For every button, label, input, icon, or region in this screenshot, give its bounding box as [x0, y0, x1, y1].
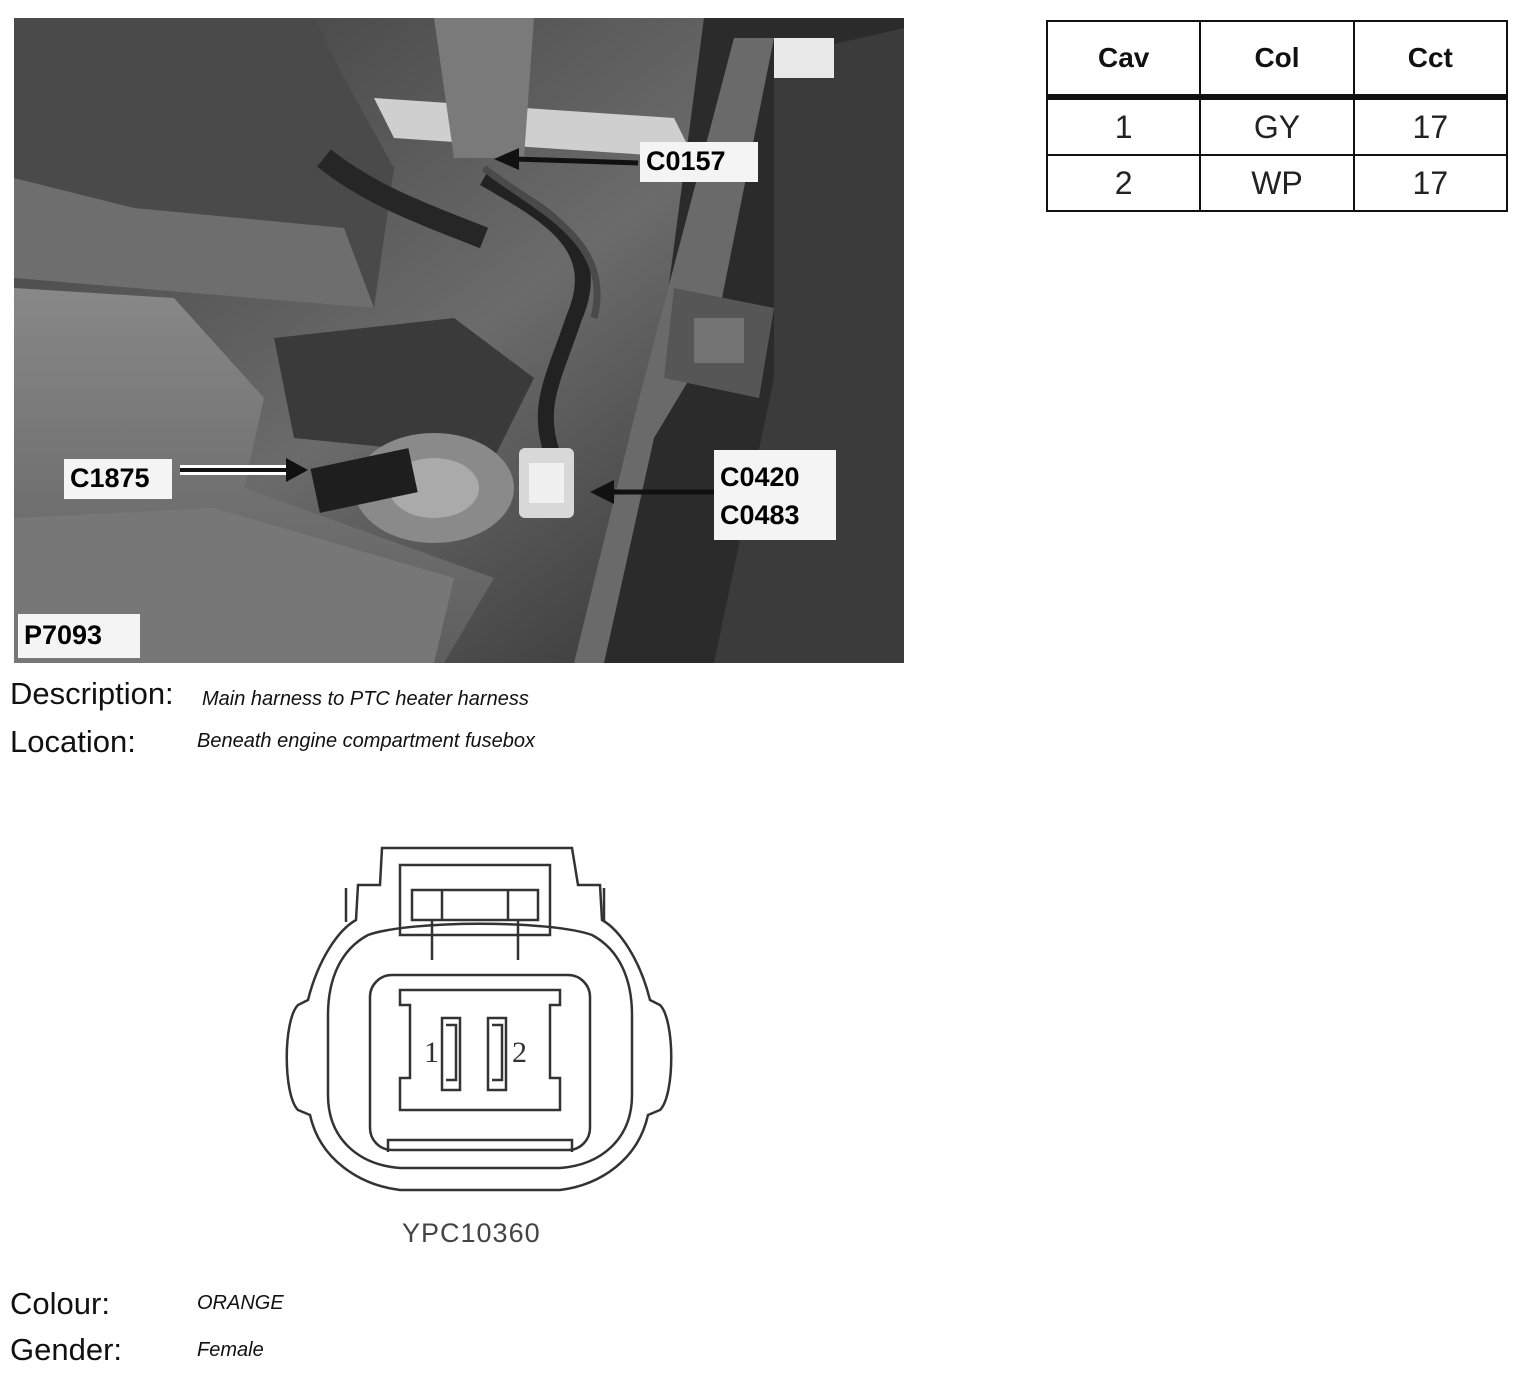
photo-reference-label: P7093 — [24, 620, 103, 650]
colour-label: Colour: — [10, 1286, 110, 1321]
header-cct: Cct — [1354, 21, 1507, 97]
cell-cav: 2 — [1047, 155, 1200, 211]
location-label: Location: — [10, 724, 136, 759]
colour-value: ORANGE — [197, 1292, 284, 1314]
cell-cct: 17 — [1354, 97, 1507, 155]
table-row — [1047, 97, 1507, 155]
description-value: Main harness to PTC heater harness — [202, 688, 529, 710]
callout-c0483-label: C0483 — [720, 500, 800, 530]
connector-part-code: YPC10360 — [402, 1218, 541, 1248]
callout-c0157-label: C0157 — [646, 146, 726, 176]
cell-col: WP — [1200, 155, 1353, 211]
pin-2-label: 2 — [512, 1036, 527, 1069]
gender-value: Female — [197, 1339, 264, 1361]
connector-location-photo — [14, 18, 904, 663]
callout-c0157 — [640, 142, 758, 182]
location-value: Beneath engine compartment fusebox — [197, 730, 535, 752]
callout-c0420-label: C0420 — [720, 462, 800, 492]
cell-cct: 17 — [1354, 155, 1507, 211]
header-col: Col — [1200, 21, 1353, 97]
table-row — [1047, 155, 1507, 211]
pin-1-label: 1 — [424, 1036, 439, 1069]
pin-table-header-row — [1047, 21, 1507, 97]
connector-face-drawing — [260, 840, 700, 1210]
photo-reference — [18, 614, 140, 658]
cell-cav: 1 — [1047, 97, 1200, 155]
callout-c1875-label: C1875 — [70, 463, 150, 493]
photo-image — [14, 18, 904, 663]
callout-c1875 — [64, 459, 172, 499]
cell-col: GY — [1200, 97, 1353, 155]
gender-label: Gender: — [10, 1332, 123, 1367]
header-cav: Cav — [1047, 21, 1200, 97]
pin-table — [1046, 20, 1508, 212]
callout-c0420-c0483 — [714, 450, 836, 540]
description-label: Description: — [10, 676, 174, 711]
